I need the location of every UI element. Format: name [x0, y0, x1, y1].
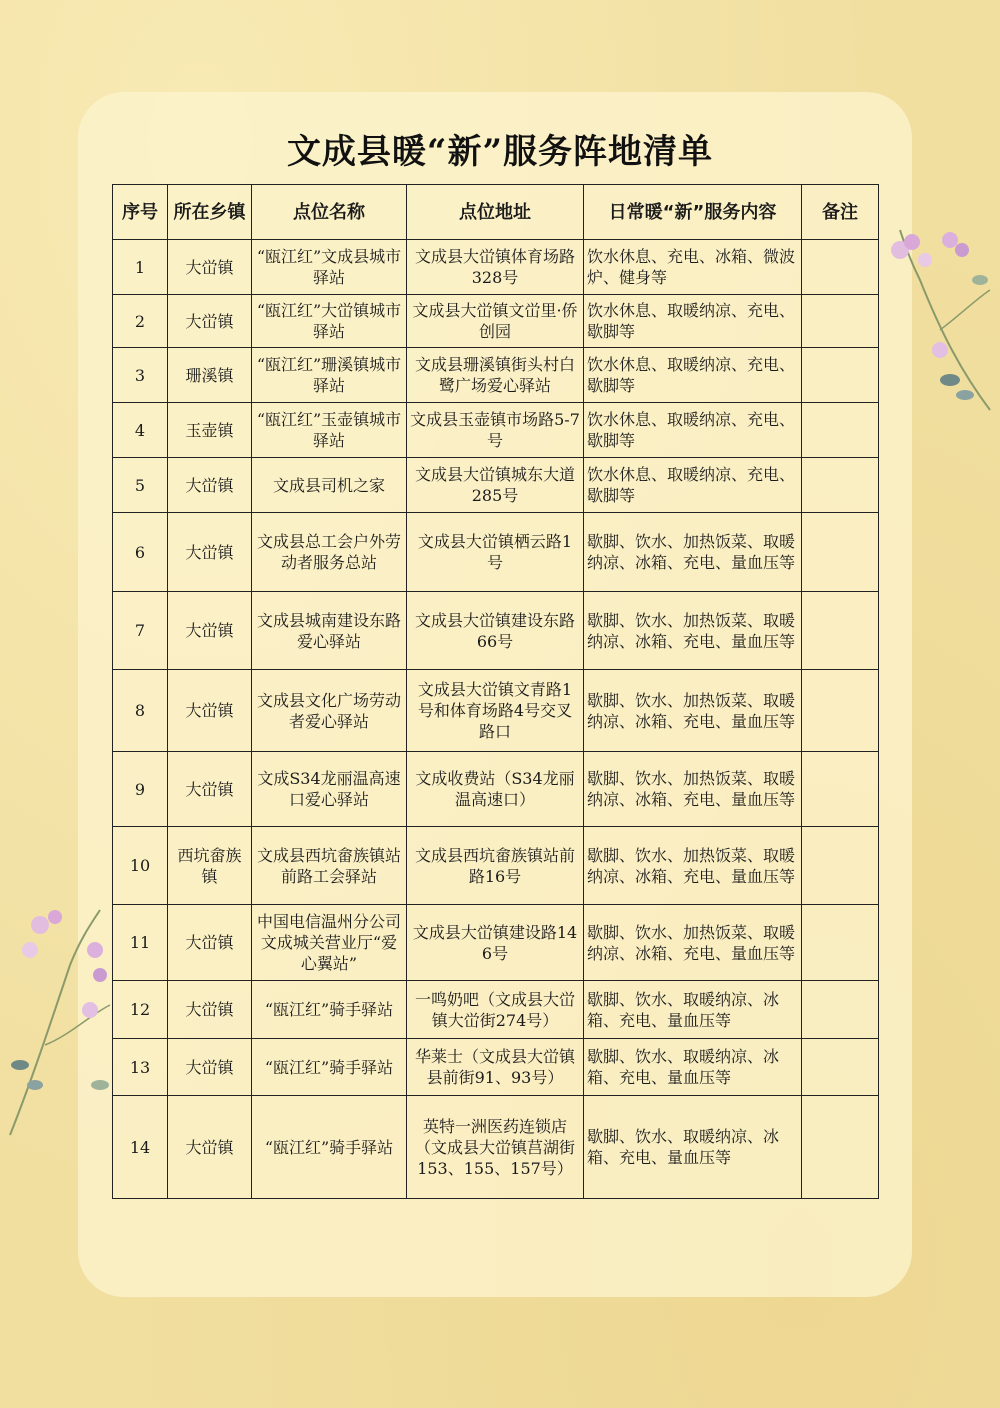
table-row [113, 592, 879, 670]
table-header-row [113, 185, 879, 240]
cell-name: “瓯江红”珊溪镇城市驿站 [252, 348, 407, 403]
cell-name: 文成县城南建设东路爱心驿站 [252, 592, 407, 670]
cell-note [802, 1039, 879, 1096]
cell-service: 歇脚、饮水、取暖纳凉、冰箱、充电、量血压等 [584, 1096, 802, 1199]
cell-no: 10 [113, 827, 168, 905]
cell-no: 12 [113, 981, 168, 1039]
service-table [112, 184, 879, 1199]
cell-no: 14 [113, 1096, 168, 1199]
table-row [113, 827, 879, 905]
cell-name: “瓯江红”玉壶镇城市驿站 [252, 403, 407, 458]
header-service: 日常暖“新”服务内容 [584, 185, 802, 240]
header-name: 点位名称 [252, 185, 407, 240]
cell-note [802, 295, 879, 348]
cell-name: “瓯江红”文成县城市驿站 [252, 240, 407, 295]
table-row [113, 295, 879, 348]
cell-service: 饮水休息、取暖纳凉、充电、歇脚等 [584, 348, 802, 403]
cell-address: 英特一洲医药连锁店（文成县大峃镇莒湖街153、155、157号） [407, 1096, 584, 1199]
cell-name: 文成县文化广场劳动者爱心驿站 [252, 670, 407, 752]
cell-town: 玉壶镇 [168, 403, 252, 458]
table-row [113, 240, 879, 295]
cell-address: 文成县大峃镇文青路1号和体育场路4号交叉路口 [407, 670, 584, 752]
cell-name: “瓯江红”骑手驿站 [252, 981, 407, 1039]
cell-service: 歇脚、饮水、加热饭菜、取暖纳凉、冰箱、充电、量血压等 [584, 827, 802, 905]
page-title: 文成县暖“新”服务阵地清单 [286, 132, 714, 172]
cell-note [802, 348, 879, 403]
cell-service: 歇脚、饮水、加热饭菜、取暖纳凉、冰箱、充电、量血压等 [584, 905, 802, 981]
cell-address: 文成县大峃镇文峃里·侨创园 [407, 295, 584, 348]
cell-name: “瓯江红”大峃镇城市驿站 [252, 295, 407, 348]
cell-address: 文成县大峃镇建设东路66号 [407, 592, 584, 670]
cell-town: 大峃镇 [168, 1039, 252, 1096]
cell-town: 大峃镇 [168, 458, 252, 513]
cell-no: 13 [113, 1039, 168, 1096]
cell-no: 2 [113, 295, 168, 348]
cell-no: 8 [113, 670, 168, 752]
header-town: 所在乡镇 [168, 185, 252, 240]
cell-address: 文成县大峃镇建设路146号 [407, 905, 584, 981]
cell-service: 饮水休息、充电、冰箱、微波炉、健身等 [584, 240, 802, 295]
cell-name: 文成县司机之家 [252, 458, 407, 513]
header-no: 序号 [113, 185, 168, 240]
cell-note [802, 905, 879, 981]
cell-address: 文成县大峃镇城东大道285号 [407, 458, 584, 513]
cell-note [802, 670, 879, 752]
cell-town: 大峃镇 [168, 752, 252, 827]
cell-town: 西坑畲族镇 [168, 827, 252, 905]
cell-note [802, 981, 879, 1039]
cell-town: 大峃镇 [168, 905, 252, 981]
cell-no: 11 [113, 905, 168, 981]
cell-service: 饮水休息、取暖纳凉、充电、歇脚等 [584, 458, 802, 513]
table-row [113, 981, 879, 1039]
table-row [113, 1039, 879, 1096]
header-note: 备注 [802, 185, 879, 240]
cell-no: 6 [113, 513, 168, 592]
cell-note [802, 403, 879, 458]
cell-service: 歇脚、饮水、加热饭菜、取暖纳凉、冰箱、充电、量血压等 [584, 670, 802, 752]
cell-town: 大峃镇 [168, 240, 252, 295]
cell-town: 大峃镇 [168, 295, 252, 348]
cell-address: 华莱士（文成县大峃镇县前街91、93号） [407, 1039, 584, 1096]
header-address: 点位地址 [407, 185, 584, 240]
service-table-wrap [112, 184, 879, 1199]
cell-name: 中国电信温州分公司文成城关营业厅“爱心翼站” [252, 905, 407, 981]
table-row [113, 513, 879, 592]
cell-name: 文成S34龙丽温高速口爱心驿站 [252, 752, 407, 827]
cell-name: “瓯江红”骑手驿站 [252, 1039, 407, 1096]
cell-town: 大峃镇 [168, 592, 252, 670]
table-row [113, 403, 879, 458]
cell-name: 文成县总工会户外劳动者服务总站 [252, 513, 407, 592]
cell-address: 文成县玉壶镇市场路5-7号 [407, 403, 584, 458]
table-row [113, 905, 879, 981]
cell-service: 歇脚、饮水、取暖纳凉、冰箱、充电、量血压等 [584, 1039, 802, 1096]
cell-address: 一鸣奶吧（文成县大峃镇大峃街274号） [407, 981, 584, 1039]
cell-town: 大峃镇 [168, 513, 252, 592]
cell-name: 文成县西坑畲族镇站前路工会驿站 [252, 827, 407, 905]
cell-no: 5 [113, 458, 168, 513]
cell-address: 文成县珊溪镇街头村白鹭广场爱心驿站 [407, 348, 584, 403]
cell-note [802, 752, 879, 827]
cell-town: 大峃镇 [168, 670, 252, 752]
cell-town: 珊溪镇 [168, 348, 252, 403]
cell-service: 饮水休息、取暖纳凉、充电、歇脚等 [584, 295, 802, 348]
cell-no: 1 [113, 240, 168, 295]
cell-note [802, 513, 879, 592]
cell-town: 大峃镇 [168, 1096, 252, 1199]
cell-note [802, 592, 879, 670]
table-row [113, 458, 879, 513]
cell-address: 文成收费站（S34龙丽温高速口） [407, 752, 584, 827]
cell-note [802, 458, 879, 513]
cell-no: 9 [113, 752, 168, 827]
cell-note [802, 827, 879, 905]
cell-service: 歇脚、饮水、加热饭菜、取暖纳凉、冰箱、充电、量血压等 [584, 752, 802, 827]
cell-note [802, 240, 879, 295]
cell-service: 饮水休息、取暖纳凉、充电、歇脚等 [584, 403, 802, 458]
cell-address: 文成县大峃镇体育场路328号 [407, 240, 584, 295]
cell-no: 4 [113, 403, 168, 458]
table-row [113, 670, 879, 752]
cell-address: 文成县大峃镇栖云路1号 [407, 513, 584, 592]
cell-service: 歇脚、饮水、加热饭菜、取暖纳凉、冰箱、充电、量血压等 [584, 592, 802, 670]
cell-service: 歇脚、饮水、取暖纳凉、冰箱、充电、量血压等 [584, 981, 802, 1039]
cell-town: 大峃镇 [168, 981, 252, 1039]
cell-service: 歇脚、饮水、加热饭菜、取暖纳凉、冰箱、充电、量血压等 [584, 513, 802, 592]
cell-note [802, 1096, 879, 1199]
cell-address: 文成县西坑畲族镇站前路16号 [407, 827, 584, 905]
cell-name: “瓯江红”骑手驿站 [252, 1096, 407, 1199]
table-row [113, 752, 879, 827]
table-row [113, 1096, 879, 1199]
cell-no: 7 [113, 592, 168, 670]
cell-no: 3 [113, 348, 168, 403]
table-row [113, 348, 879, 403]
